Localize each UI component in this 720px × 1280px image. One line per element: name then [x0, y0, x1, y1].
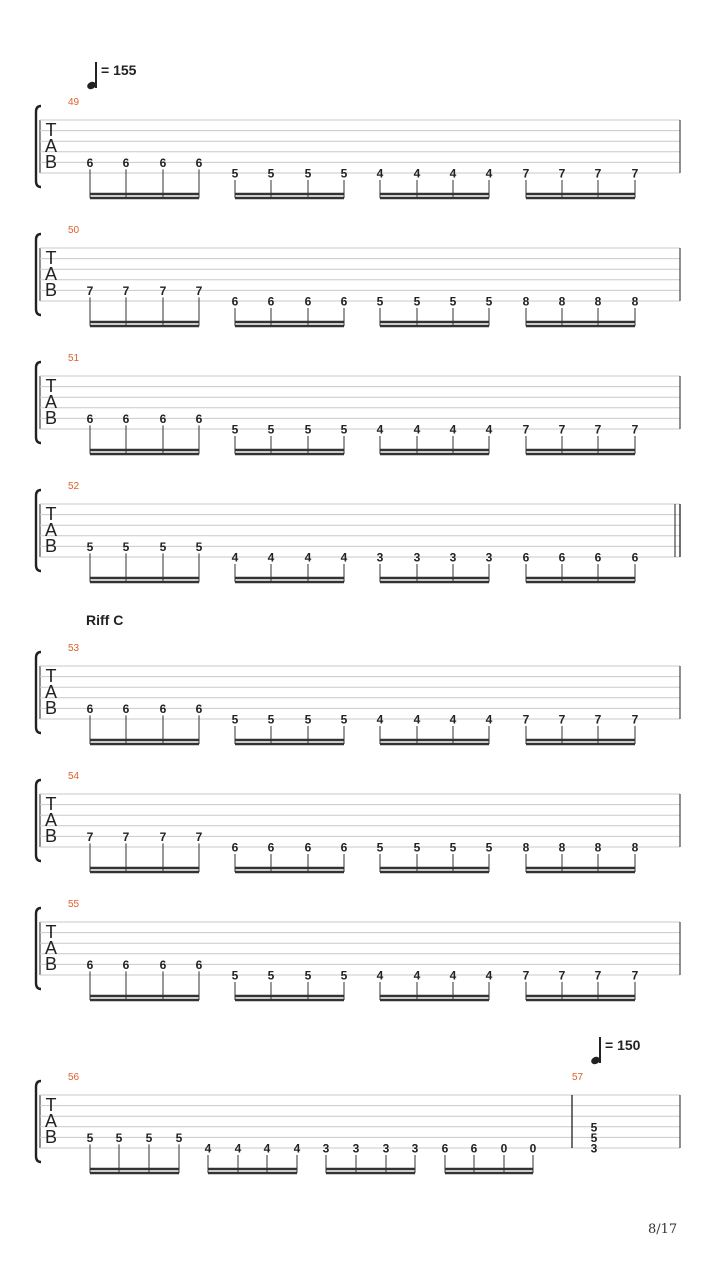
fret-number: 4: [413, 422, 421, 437]
fret-number: 5: [175, 1130, 183, 1145]
fret-number: 6: [304, 840, 312, 855]
fret-number: 4: [376, 166, 384, 181]
section-label-riff-c: Riff C: [86, 612, 124, 628]
fret-number: 6: [159, 155, 167, 170]
fret-number: 7: [558, 166, 566, 181]
tab-clef-letter: A: [44, 520, 58, 540]
tab-clef-letter: A: [44, 136, 58, 156]
fret-number: 8: [522, 294, 530, 309]
chord-fret-number: 3: [590, 1141, 598, 1156]
fret-number: 6: [231, 294, 239, 309]
fret-number: 5: [122, 539, 130, 554]
fret-number: 4: [234, 1141, 242, 1156]
fret-number: 6: [441, 1141, 449, 1156]
fret-number: 4: [485, 422, 493, 437]
fret-number: 5: [304, 166, 312, 181]
fret-number: 4: [413, 712, 421, 727]
tab-clef-letter: A: [44, 392, 58, 412]
bar-number: 50: [68, 225, 80, 236]
fret-number: 5: [159, 539, 167, 554]
fret-number: 7: [122, 283, 130, 298]
fret-number: 7: [558, 422, 566, 437]
fret-number: 3: [382, 1141, 390, 1156]
fret-number: 5: [86, 539, 94, 554]
fret-number: 7: [159, 283, 167, 298]
fret-number: 6: [195, 411, 203, 426]
fret-number: 8: [594, 294, 602, 309]
tab-clef-letter: T: [45, 922, 57, 942]
fret-number: 7: [631, 422, 639, 437]
fret-number: 5: [86, 1130, 94, 1145]
fret-number: 6: [122, 957, 130, 972]
fret-number: 7: [594, 712, 602, 727]
fret-number: 4: [449, 166, 457, 181]
fret-number: 7: [522, 166, 530, 181]
fret-number: 5: [340, 712, 348, 727]
fret-number: 5: [485, 840, 493, 855]
fret-number: 7: [522, 422, 530, 437]
fret-number: 4: [449, 712, 457, 727]
fret-number: 5: [304, 712, 312, 727]
tab-clef-letter: T: [45, 504, 57, 524]
fret-number: 6: [86, 155, 94, 170]
tab-clef-letter: A: [44, 1111, 58, 1131]
fret-number: 4: [485, 166, 493, 181]
fret-number: 4: [376, 712, 384, 727]
tab-clef-letter: T: [45, 248, 57, 268]
bar-number: 57: [572, 1072, 584, 1083]
tab-clef-letter: A: [44, 682, 58, 702]
fret-number: 5: [267, 166, 275, 181]
fret-number: 8: [631, 294, 639, 309]
fret-number: 7: [195, 283, 203, 298]
fret-number: 6: [195, 701, 203, 716]
fret-number: 6: [231, 840, 239, 855]
fret-number: 7: [86, 829, 94, 844]
fret-number: 5: [413, 840, 421, 855]
fret-number: 5: [449, 840, 457, 855]
fret-number: 7: [558, 968, 566, 983]
fret-number: 5: [376, 840, 384, 855]
tab-clef-letter: B: [44, 408, 58, 428]
fret-number: 6: [159, 411, 167, 426]
chord-fret-number: 5: [590, 1120, 598, 1135]
fret-number: 5: [267, 968, 275, 983]
tab-clef-letter: A: [44, 938, 58, 958]
fret-number: 5: [267, 422, 275, 437]
fret-number: 5: [267, 712, 275, 727]
tab-clef-letter: T: [45, 1095, 57, 1115]
fret-number: 8: [558, 294, 566, 309]
fret-number: 7: [594, 166, 602, 181]
fret-number: 3: [485, 550, 493, 565]
fret-number: 6: [631, 550, 639, 565]
tab-clef-letter: B: [44, 536, 58, 556]
fret-number: 4: [204, 1141, 212, 1156]
fret-number: 4: [485, 712, 493, 727]
fret-number: 5: [340, 968, 348, 983]
fret-number: 7: [86, 283, 94, 298]
fret-number: 7: [594, 422, 602, 437]
tab-clef-letter: T: [45, 666, 57, 686]
fret-number: 4: [413, 968, 421, 983]
tempo-text: = 150: [605, 1037, 641, 1053]
fret-number: 5: [340, 166, 348, 181]
tab-clef-letter: B: [44, 954, 58, 974]
fret-number: 5: [485, 294, 493, 309]
bar-number: 51: [68, 353, 80, 364]
fret-number: 5: [340, 422, 348, 437]
fret-number: 6: [340, 294, 348, 309]
fret-number: 4: [231, 550, 239, 565]
fret-number: 4: [376, 422, 384, 437]
fret-number: 5: [449, 294, 457, 309]
fret-number: 0: [529, 1141, 537, 1156]
tab-clef-letter: A: [44, 810, 58, 830]
fret-number: 7: [631, 166, 639, 181]
bar-number: 55: [68, 899, 80, 910]
bar-number: 49: [68, 97, 80, 108]
fret-number: 6: [122, 411, 130, 426]
tempo-text: = 155: [101, 62, 137, 78]
fret-number: 5: [231, 166, 239, 181]
fret-number: 4: [449, 422, 457, 437]
fret-number: 6: [159, 957, 167, 972]
fret-number: 4: [267, 550, 275, 565]
fret-number: 7: [558, 712, 566, 727]
tab-clef-letter: T: [45, 794, 57, 814]
tab-clef-letter: B: [44, 152, 58, 172]
fret-number: 0: [500, 1141, 508, 1156]
tab-clef-letter: T: [45, 376, 57, 396]
fret-number: 3: [322, 1141, 330, 1156]
fret-number: 6: [304, 294, 312, 309]
fret-number: 5: [231, 712, 239, 727]
fret-number: 4: [293, 1141, 301, 1156]
fret-number: 6: [86, 701, 94, 716]
fret-number: 5: [413, 294, 421, 309]
fret-number: 5: [376, 294, 384, 309]
fret-number: 6: [86, 411, 94, 426]
fret-number: 7: [631, 968, 639, 983]
fret-number: 5: [304, 422, 312, 437]
fret-number: 4: [376, 968, 384, 983]
fret-number: 4: [485, 968, 493, 983]
bar-number: 53: [68, 643, 80, 654]
fret-number: 4: [413, 166, 421, 181]
fret-number: 3: [352, 1141, 360, 1156]
fret-number: 6: [267, 840, 275, 855]
fret-number: 8: [558, 840, 566, 855]
tab-clef-letter: B: [44, 826, 58, 846]
fret-number: 7: [195, 829, 203, 844]
fret-number: 5: [145, 1130, 153, 1145]
page-number: 8/17: [648, 1222, 678, 1237]
fret-number: 7: [122, 829, 130, 844]
fret-number: 5: [231, 968, 239, 983]
fret-number: 3: [376, 550, 384, 565]
fret-number: 4: [340, 550, 348, 565]
fret-number: 6: [122, 155, 130, 170]
fret-number: 8: [594, 840, 602, 855]
tab-clef-letter: B: [44, 698, 58, 718]
fret-number: 7: [522, 712, 530, 727]
fret-number: 7: [594, 968, 602, 983]
fret-number: 4: [263, 1141, 271, 1156]
fret-number: 4: [304, 550, 312, 565]
fret-number: 3: [411, 1141, 419, 1156]
fret-number: 6: [267, 294, 275, 309]
chord-fret-number: 5: [590, 1130, 598, 1145]
fret-number: 7: [159, 829, 167, 844]
fret-number: 6: [195, 957, 203, 972]
bar-number: 56: [68, 1072, 80, 1083]
fret-number: 6: [340, 840, 348, 855]
fret-number: 5: [115, 1130, 123, 1145]
fret-number: 6: [195, 155, 203, 170]
fret-number: 8: [631, 840, 639, 855]
fret-number: 6: [470, 1141, 478, 1156]
bar-number: 52: [68, 481, 80, 492]
fret-number: 5: [231, 422, 239, 437]
fret-number: 6: [86, 957, 94, 972]
fret-number: 8: [522, 840, 530, 855]
tab-clef-letter: B: [44, 1127, 58, 1147]
tab-clef-letter: B: [44, 280, 58, 300]
fret-number: 7: [631, 712, 639, 727]
tab-clef-letter: T: [45, 120, 57, 140]
bar-number: 54: [68, 771, 80, 782]
fret-number: 6: [522, 550, 530, 565]
fret-number: 5: [195, 539, 203, 554]
tab-clef-letter: A: [44, 264, 58, 284]
fret-number: 6: [594, 550, 602, 565]
fret-number: 7: [522, 968, 530, 983]
fret-number: 4: [449, 968, 457, 983]
fret-number: 6: [159, 701, 167, 716]
fret-number: 6: [122, 701, 130, 716]
fret-number: 6: [558, 550, 566, 565]
fret-number: 5: [304, 968, 312, 983]
fret-number: 3: [449, 550, 457, 565]
fret-number: 3: [413, 550, 421, 565]
